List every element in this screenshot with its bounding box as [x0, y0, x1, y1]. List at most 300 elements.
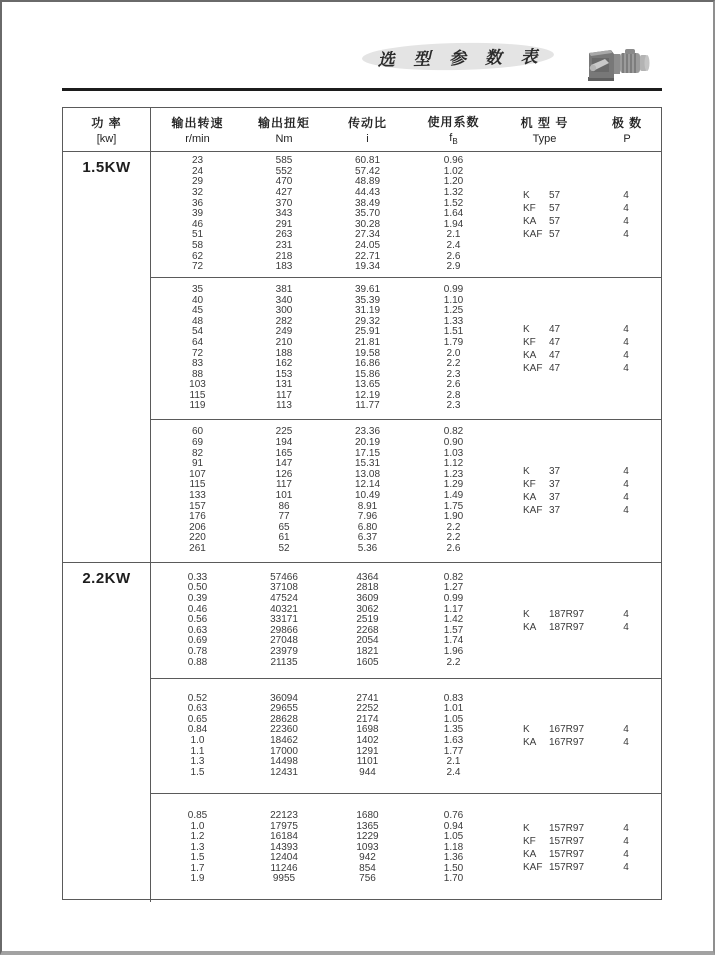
table-cell: 48.89	[354, 176, 381, 188]
model-type-name: K 47	[523, 323, 561, 335]
table-cell: 33171	[270, 614, 298, 626]
table-cell: 381	[275, 283, 293, 295]
ratio-blocks	[151, 152, 661, 562]
table-cell: 24.05	[354, 239, 381, 251]
table-cell: 0.82	[443, 571, 464, 583]
ratio-block	[151, 678, 661, 793]
table-cell: 1101	[356, 756, 379, 768]
model-type-group	[523, 278, 654, 419]
model-type-row	[523, 608, 654, 621]
table-cell: 1.3	[190, 756, 205, 768]
table-cell: 1.18	[443, 841, 464, 853]
table-cell: 261	[189, 542, 206, 554]
table-cell: 9955	[272, 873, 296, 885]
table-cell: 225	[275, 426, 293, 438]
table-cell: 82	[191, 447, 204, 459]
model-type-name: KAF 157R97	[523, 862, 585, 873]
table-cell: 39.61	[354, 283, 381, 295]
model-type-name: KF 37	[523, 479, 561, 490]
ratio-block	[151, 563, 661, 678]
model-type-row	[523, 336, 654, 349]
model-type-row	[523, 848, 654, 861]
model-type-row	[523, 465, 654, 478]
table-cell: 38.49	[354, 197, 381, 209]
gearmotor-photo	[585, 41, 651, 85]
table-cell: 2519	[356, 614, 379, 626]
table-cell: 370	[275, 197, 293, 209]
model-type-group	[523, 420, 654, 562]
table-cell: 103	[189, 379, 206, 391]
table-cell: 2.0	[446, 347, 461, 359]
model-type-row	[523, 478, 654, 491]
poles-value: 4	[623, 202, 629, 214]
table-cell: 52	[278, 542, 290, 554]
table-cell: 29866	[270, 624, 298, 636]
table-cell: 1365	[356, 820, 379, 832]
table-cell: 263	[275, 229, 293, 241]
table-cell: 0.46	[187, 603, 208, 615]
model-type-row	[523, 504, 654, 517]
table-cell: 1.5	[190, 852, 205, 864]
table-cell: 0.52	[187, 692, 208, 704]
table-cell: 27.34	[354, 229, 381, 241]
header-service-factor: 使用系数 $f_B$	[427, 114, 480, 147]
table-cell: 1.17	[443, 603, 464, 615]
power-label: 2.2KW	[63, 563, 151, 902]
table-cell: 12.19	[354, 389, 381, 401]
table-cell: 60.81	[354, 155, 381, 167]
table-cell: 1605	[356, 656, 379, 668]
model-type-row	[523, 202, 654, 215]
table-cell: 0.56	[187, 614, 208, 626]
table-cell: 0.65	[187, 713, 208, 725]
model-prefix: KF	[523, 836, 536, 847]
table-cell: 51	[191, 229, 204, 241]
table-cell: 115	[189, 389, 206, 401]
table-cell: 17.15	[354, 447, 381, 459]
table-cell: 1.75	[443, 500, 464, 512]
table-cell: 15.31	[354, 458, 381, 470]
model-type-name: KF 57	[523, 202, 561, 214]
table-cell: 2.6	[446, 542, 461, 554]
poles-value: 4	[623, 492, 629, 503]
table-cell: 157	[189, 500, 206, 512]
table-cell: 40	[191, 294, 204, 306]
table-cell: 1698	[356, 724, 379, 736]
table-cell: 1093	[356, 841, 379, 853]
table-cell: 0.50	[187, 582, 208, 594]
table-cell: 47524	[270, 593, 298, 605]
model-type-name: KAF 37	[523, 505, 561, 516]
poles-value: 4	[623, 724, 629, 735]
table-cell: 14393	[270, 841, 298, 853]
table-cell: 0.84	[187, 724, 208, 736]
table-cell: 19.58	[354, 347, 381, 359]
table-cell: 282	[275, 315, 293, 327]
ratio-block	[151, 152, 661, 277]
table-cell: 126	[275, 468, 293, 480]
model-type-name: KA 47	[523, 349, 561, 361]
table-cell: 58	[191, 239, 204, 251]
model-type-row	[523, 723, 654, 736]
table-cell: 231	[275, 239, 293, 251]
table-cell: 25.91	[354, 326, 381, 338]
table-cell: 1.64	[443, 208, 464, 220]
table-cell: 36	[191, 197, 204, 209]
header-model-type: 机 型 号 Type	[520, 116, 569, 145]
poles-value: 4	[623, 228, 629, 240]
table-cell: 69	[191, 437, 204, 449]
table-cell: 19.34	[354, 261, 381, 273]
header-output-torque: 输出扭矩 Nm	[257, 116, 310, 145]
table-cell: 10.49	[354, 490, 381, 501]
poles-value: 4	[623, 323, 629, 335]
model-type-row	[523, 323, 654, 336]
table-cell: 1.51	[443, 326, 464, 338]
model-prefix: K	[523, 724, 530, 735]
table-cell: 0.94	[443, 820, 464, 832]
table-cell: 2054	[356, 635, 379, 647]
model-prefix: KA	[523, 737, 537, 748]
model-type-name: KA 157R97	[523, 849, 585, 860]
table-cell: 1.03	[443, 447, 464, 459]
table-cell: 0.33	[187, 571, 208, 583]
power-label: 1.5KW	[63, 152, 151, 562]
model-type-name: KF 47	[523, 336, 561, 348]
table-cell: 470	[275, 176, 293, 188]
model-prefix: K	[523, 323, 530, 335]
table-cell: 210	[275, 336, 293, 348]
model-type-name: KA 187R97	[523, 621, 585, 633]
poles-value: 4	[623, 849, 629, 860]
table-cell: 206	[189, 521, 206, 533]
table-cell: 854	[359, 862, 376, 874]
ratio-block	[151, 419, 661, 562]
model-prefix: KF	[523, 202, 536, 214]
header-output-speed: 输出转速 r/min	[171, 116, 224, 145]
table-cell: 2268	[356, 624, 379, 636]
model-type-row	[523, 736, 654, 749]
model-type-name: KAF 57	[523, 228, 561, 240]
table-cell: 39	[191, 208, 204, 220]
table-cell: 29.32	[354, 315, 381, 327]
table-cell: 0.76	[443, 809, 464, 821]
table-cell: 1.2	[190, 831, 205, 843]
poles-value: 4	[623, 349, 629, 361]
ratio-block	[151, 793, 661, 902]
table-cell: 107	[189, 468, 206, 480]
table-cell: 1291	[356, 745, 379, 757]
model-prefix: KAF	[523, 228, 543, 240]
table-cell: 35	[191, 283, 204, 295]
table-cell: 0.82	[443, 426, 464, 438]
model-type-name: KA 167R97	[523, 737, 585, 748]
table-cell: 1.25	[443, 305, 464, 317]
model-type-group	[523, 679, 654, 793]
table-cell: 1.1	[190, 745, 205, 757]
model-type-row	[523, 491, 654, 504]
table-cell: 24	[191, 165, 204, 177]
page-title-banner	[362, 41, 555, 72]
model-type-name: K 187R97	[523, 608, 585, 620]
table-cell: 57.42	[354, 165, 381, 177]
model-prefix: KA	[523, 215, 537, 227]
model-prefix: K	[523, 466, 530, 477]
model-type-row	[523, 215, 654, 228]
table-cell: 11246	[270, 862, 298, 874]
table-cell: 113	[276, 400, 292, 412]
model-type-name: K 167R97	[523, 724, 585, 735]
table-cell: 21135	[270, 656, 298, 668]
power-section	[63, 152, 661, 562]
table-cell: 28628	[270, 713, 298, 725]
table-cell: 1.35	[443, 724, 464, 736]
table-cell: 18462	[270, 735, 298, 746]
table-cell: 2.2	[446, 521, 461, 533]
header-power: 功 率 [kw]	[63, 108, 151, 151]
model-type-group	[523, 152, 654, 277]
table-cell: 194	[275, 437, 293, 449]
table-cell: 27048	[270, 635, 298, 647]
table-cell: 46	[191, 218, 204, 230]
table-cell: 1.0	[190, 735, 205, 746]
model-prefix: KF	[523, 336, 536, 348]
power-section	[63, 562, 661, 902]
table-cell: 1229	[356, 831, 379, 843]
table-cell: 131	[275, 379, 293, 391]
table-cell: 2.2	[446, 532, 461, 544]
table-cell: 16184	[270, 831, 298, 843]
table-cell: 2.4	[446, 239, 461, 251]
table-cell: 60	[191, 426, 204, 438]
table-cell: 1680	[356, 809, 379, 821]
model-type-name: KA 37	[523, 492, 561, 503]
table-cell: 12404	[270, 852, 298, 864]
table-cell: 14498	[270, 756, 298, 768]
model-type-row	[523, 835, 654, 848]
table-cell: 22123	[270, 809, 298, 821]
model-type-row	[523, 349, 654, 362]
table-cell: 220	[189, 532, 206, 544]
table-cell: 1.02	[443, 165, 464, 177]
table-cell: 1.94	[443, 218, 464, 230]
table-cell: 1.7	[190, 862, 205, 874]
model-type-name: K 57	[523, 189, 561, 201]
table-cell: 1.33	[443, 315, 464, 327]
table-cell: 944	[359, 766, 376, 778]
model-type-row	[523, 861, 654, 874]
header-ratio: 传动比 i	[347, 116, 387, 145]
header-divider-rule	[62, 88, 662, 91]
table-cell: 72	[191, 347, 204, 359]
table-cell: 552	[275, 165, 293, 177]
model-prefix: KF	[523, 479, 536, 490]
model-prefix: K	[523, 823, 530, 834]
table-cell: 1.05	[443, 831, 464, 843]
table-cell: 57466	[270, 571, 298, 583]
model-type-row	[523, 189, 654, 202]
table-cell: 65	[278, 521, 290, 533]
model-type-row	[523, 621, 654, 634]
table-cell: 585	[275, 155, 293, 167]
model-prefix: KAF	[523, 362, 543, 374]
table-cell: 22.71	[354, 250, 381, 262]
table-body	[63, 152, 661, 902]
table-cell: 54	[191, 326, 204, 338]
table-cell: 86	[278, 500, 290, 512]
table-cell: 0.39	[187, 593, 208, 605]
model-type-name: K 157R97	[523, 823, 585, 834]
table-cell: 0.63	[187, 624, 208, 636]
table-cell: 2.4	[446, 766, 461, 778]
table-cell: 1.90	[443, 511, 464, 523]
table-cell: 115	[189, 479, 206, 491]
model-type-name: KAF 47	[523, 362, 561, 374]
model-type-row	[523, 228, 654, 241]
table-header-row	[63, 108, 661, 152]
table-cell: 17975	[270, 820, 298, 832]
table-cell: 48	[191, 315, 204, 327]
poles-value: 4	[623, 466, 629, 477]
table-cell: 45	[191, 305, 204, 317]
table-cell: 12.14	[354, 479, 381, 491]
table-cell: 91	[191, 458, 204, 470]
table-cell: 2.9	[446, 261, 461, 273]
table-cell: 1.57	[443, 624, 464, 636]
table-cell: 5.36	[357, 542, 378, 554]
table-cell: 2252	[356, 703, 379, 715]
table-cell: 340	[275, 294, 293, 306]
model-type-name: KA 57	[523, 215, 561, 227]
table-cell: 2.2	[446, 656, 461, 668]
model-prefix: KAF	[523, 862, 543, 873]
poles-value: 4	[623, 621, 629, 633]
table-cell: 0.90	[443, 437, 464, 449]
table-cell: 291	[275, 218, 293, 230]
table-cell: 2741	[356, 692, 379, 704]
table-cell: 2.3	[446, 400, 461, 412]
table-cell: 1.49	[443, 490, 464, 501]
table-cell: 147	[275, 458, 293, 470]
model-type-name: K 37	[523, 466, 561, 477]
selection-parameter-table	[62, 107, 662, 900]
table-cell: 62	[191, 250, 204, 262]
table-cell: 117	[276, 479, 292, 491]
table-cell: 21.81	[354, 336, 381, 348]
model-prefix: KAF	[523, 505, 543, 516]
poles-value: 4	[623, 836, 629, 847]
model-prefix: KA	[523, 849, 537, 860]
table-cell: 133	[189, 490, 206, 501]
table-cell: 1821	[356, 645, 379, 657]
table-cell: 1.9	[190, 873, 205, 885]
table-cell: 2.1	[446, 756, 461, 768]
table-cell: 2.1	[446, 229, 461, 241]
table-cell: 2.2	[446, 358, 461, 370]
table-cell: 188	[275, 347, 293, 359]
table-cell: 1.0	[190, 820, 205, 832]
table-cell: 1.77	[443, 745, 464, 757]
page-title: 选 型 参 数 表	[377, 47, 545, 70]
table-cell: 11.77	[355, 400, 380, 412]
table-cell: 44.43	[354, 187, 381, 199]
table-cell: 0.99	[443, 283, 464, 295]
table-cell: 6.80	[357, 521, 378, 533]
table-cell: 153	[275, 368, 293, 380]
table-cell: 756	[359, 873, 376, 885]
table-cell: 1.20	[443, 176, 464, 188]
table-cell: 1.70	[443, 873, 464, 885]
table-cell: 22360	[270, 724, 298, 736]
table-cell: 0.96	[443, 155, 464, 167]
ratio-block	[151, 277, 661, 419]
table-cell: 32	[191, 187, 204, 199]
table-cell: 29	[191, 176, 204, 188]
table-cell: 6.37	[357, 532, 378, 544]
table-cell: 0.63	[187, 703, 208, 715]
table-cell: 0.78	[187, 645, 208, 657]
table-cell: 1.79	[443, 336, 464, 348]
table-cell: 0.88	[187, 656, 208, 668]
poles-value: 4	[623, 737, 629, 748]
table-cell: 2.6	[446, 379, 461, 391]
table-cell: 2818	[356, 582, 379, 594]
table-cell: 1.29	[443, 479, 464, 491]
table-cell: 1.05	[443, 713, 464, 725]
table-cell: 117	[276, 389, 292, 401]
model-type-group	[523, 563, 654, 678]
table-cell: 1.32	[443, 187, 464, 199]
table-cell: 20.19	[354, 437, 381, 449]
table-cell: 1.50	[443, 862, 464, 874]
poles-value: 4	[623, 362, 629, 374]
poles-value: 4	[623, 336, 629, 348]
table-cell: 1.10	[443, 294, 464, 306]
table-cell: 64	[191, 336, 204, 348]
table-cell: 23979	[270, 645, 298, 657]
table-cell: 942	[359, 852, 376, 864]
poles-value: 4	[623, 479, 629, 490]
table-cell: 77	[278, 511, 290, 523]
table-cell: 61	[278, 532, 290, 544]
table-cell: 3062	[356, 603, 379, 615]
table-cell: 1402	[356, 735, 379, 746]
table-cell: 23	[191, 155, 204, 167]
table-cell: 35.70	[354, 208, 381, 220]
poles-value: 4	[623, 215, 629, 227]
table-cell: 2.8	[446, 389, 461, 401]
model-prefix: K	[523, 189, 530, 201]
table-cell: 1.01	[443, 703, 464, 715]
table-cell: 162	[275, 358, 293, 370]
model-prefix: KA	[523, 349, 537, 361]
table-cell: 343	[275, 208, 293, 220]
table-cell: 1.12	[443, 458, 464, 470]
table-cell: 1.96	[443, 645, 464, 657]
table-cell: 1.3	[190, 841, 205, 853]
table-cell: 40321	[270, 603, 298, 615]
table-cell: 29655	[270, 703, 298, 715]
table-cell: 2174	[356, 713, 379, 725]
table-cell: 0.99	[443, 593, 464, 605]
table-cell: 0.85	[187, 809, 208, 821]
model-type-group	[523, 794, 654, 902]
table-cell: 1.52	[443, 197, 464, 209]
table-cell: 249	[275, 326, 293, 338]
table-cell: 13.65	[354, 379, 381, 391]
table-cell: 165	[275, 447, 293, 459]
poles-value: 4	[623, 189, 629, 201]
